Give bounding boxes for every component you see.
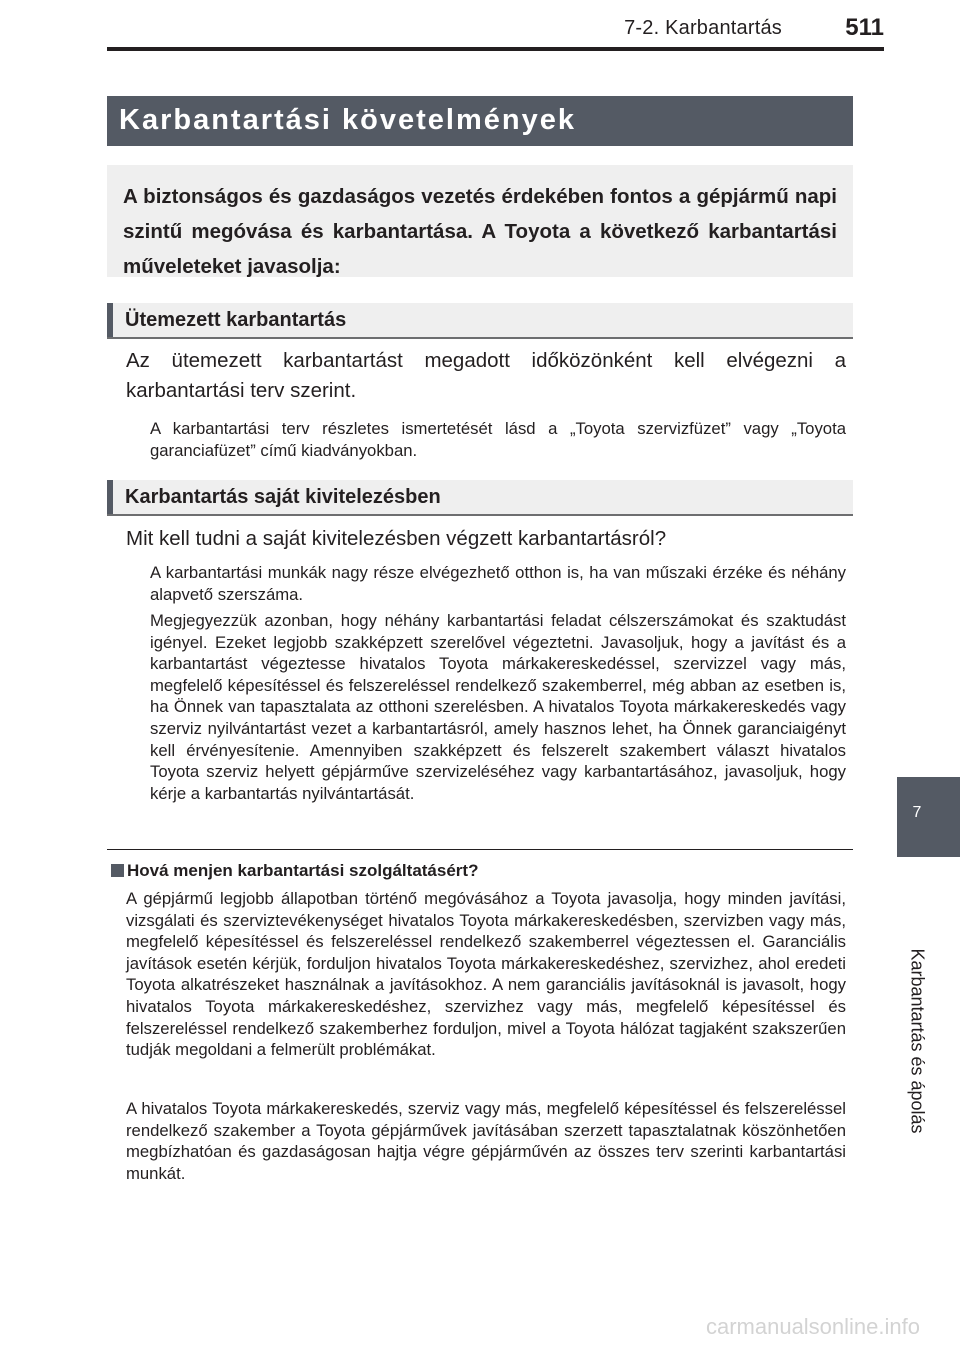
square-bullet-icon (111, 864, 124, 877)
chapter-side-tab (897, 777, 960, 857)
section-lead-text: Mit kell tudni a saját kivitelezésben végzett karbantartásról? (126, 527, 667, 550)
chapter-number: 7 (912, 804, 922, 821)
page-title-bar (107, 96, 853, 146)
page-header (0, 0, 960, 80)
watermark: carmanualsonline.info (705, 1314, 920, 1339)
intro-box (107, 165, 853, 277)
section-heading-text: Karbantartás saját kivitelezésben (125, 486, 441, 508)
body-paragraph: A karbantartási terv részletes ismertetését lásd a „Toyota szervizfüzet” vagy „Toyota garanciafüzet” című kiadványokban. (150, 419, 846, 460)
body-paragraph: A hivatalos Toyota márkakereskedés, szerviz vagy más, megfelelő képesítéssel és felszereléssel rendelkező szakember a Toyota gépjárművek javításában szerzett tapasztalatnak köszönhetően megbízhatóan és gazdaságosan hajtja végre gépjárművén az összes terv szerinti karbantartási munkát. (126, 1099, 846, 1183)
header-rule (107, 47, 884, 51)
section-heading-bar (107, 303, 113, 337)
section-lead-text: Az ütemezett karbantartást megadott időközönként kell elvégezni a karbantartási terv szerint. (126, 349, 846, 402)
section-heading-scheduled (107, 303, 853, 339)
chapter-side-label (897, 866, 937, 1216)
chapter-side-label-text: Karbantartás és ápolás (907, 948, 928, 1134)
page-title: Karbantartási követelmények (119, 104, 576, 136)
body-paragraph: Megjegyezzük azonban, hogy néhány karbantartási feladat célszerszámokat és szaktudást igényel. Ezeket legjobb szakképzett szerelővel végeztetni. Javasoljuk, hogy a javítást és a karbantartást végeztesse hivatalos Toyota márkakereskedéssel, szervizzel vagy más, megfelelő képesítéssel és felszereléssel rendelkező szakemberrel, még abban az esetben is, ha Önnek van tapasztalata az otthoni szerelésben. A hivatalos Toyota márkakereskedés vagy szerviz nyilvántartást vezet a karbantartásról, amely hasznos lehet, ha Önnek garanciaigényt kell érvényesítenie. Amennyiben szakképzett és felszerelt szakembert választ hivatalos Toyota szerviz helyett gépjárműve szervizeléséhez vagy karbantartásához, javasoljuk, hogy kérje a karbantartás nyilvántartását. (150, 611, 846, 803)
body-paragraph: A gépjármű legjobb állapotban történő megóvásához a Toyota javasolja, hogy minden javítási, vizsgálati és szerviztevékenységet hivatalos Toyota márkakereskedésben, szervizben vagy más, megfelelő képesítéssel és felszereléssel rendelkező szakemberrel végeztessen el. Garanciális javítások esetén kérjük, forduljon hivatalos Toyota márkakereskedéshez, szervizhez, ahol eredeti Toyota alkatrészeket használnak a javításokhoz. A nem garanciális javításoknál is javasolt, hogy hivatalos Toyota márkakereskedéshez, szervizhez vagy más, megfelelő képesítéssel és felszereléssel rendelkező szakemberhez forduljon, mivel a Toyota hálózat tagjaként szakszerűen tudják megoldani a felmerült problémákat. (126, 889, 846, 1060)
intro-text: A biztonságos és gazdaságos vezetés érdekében fontos a gépjármű napi szintű megóvása és karbantartása. A Toyota a következő karbantartási műveleteket javasolja: (123, 185, 837, 278)
page-number: 511 (845, 14, 884, 41)
question-heading (111, 861, 478, 881)
chapter-title: 7-2. Karbantartás (624, 17, 782, 39)
section-divider (107, 849, 853, 850)
section-heading-bar (107, 480, 113, 514)
section-heading-diy (107, 480, 853, 516)
section-heading-text: Ütemezett karbantartás (125, 309, 347, 331)
question-heading-text: Hová menjen karbantartási szolgáltatásért? (127, 861, 479, 880)
body-paragraph: A karbantartási munkák nagy része elvégezhető otthon is, ha van műszaki érzéke és néhány alapvető szerszáma. (150, 563, 846, 604)
